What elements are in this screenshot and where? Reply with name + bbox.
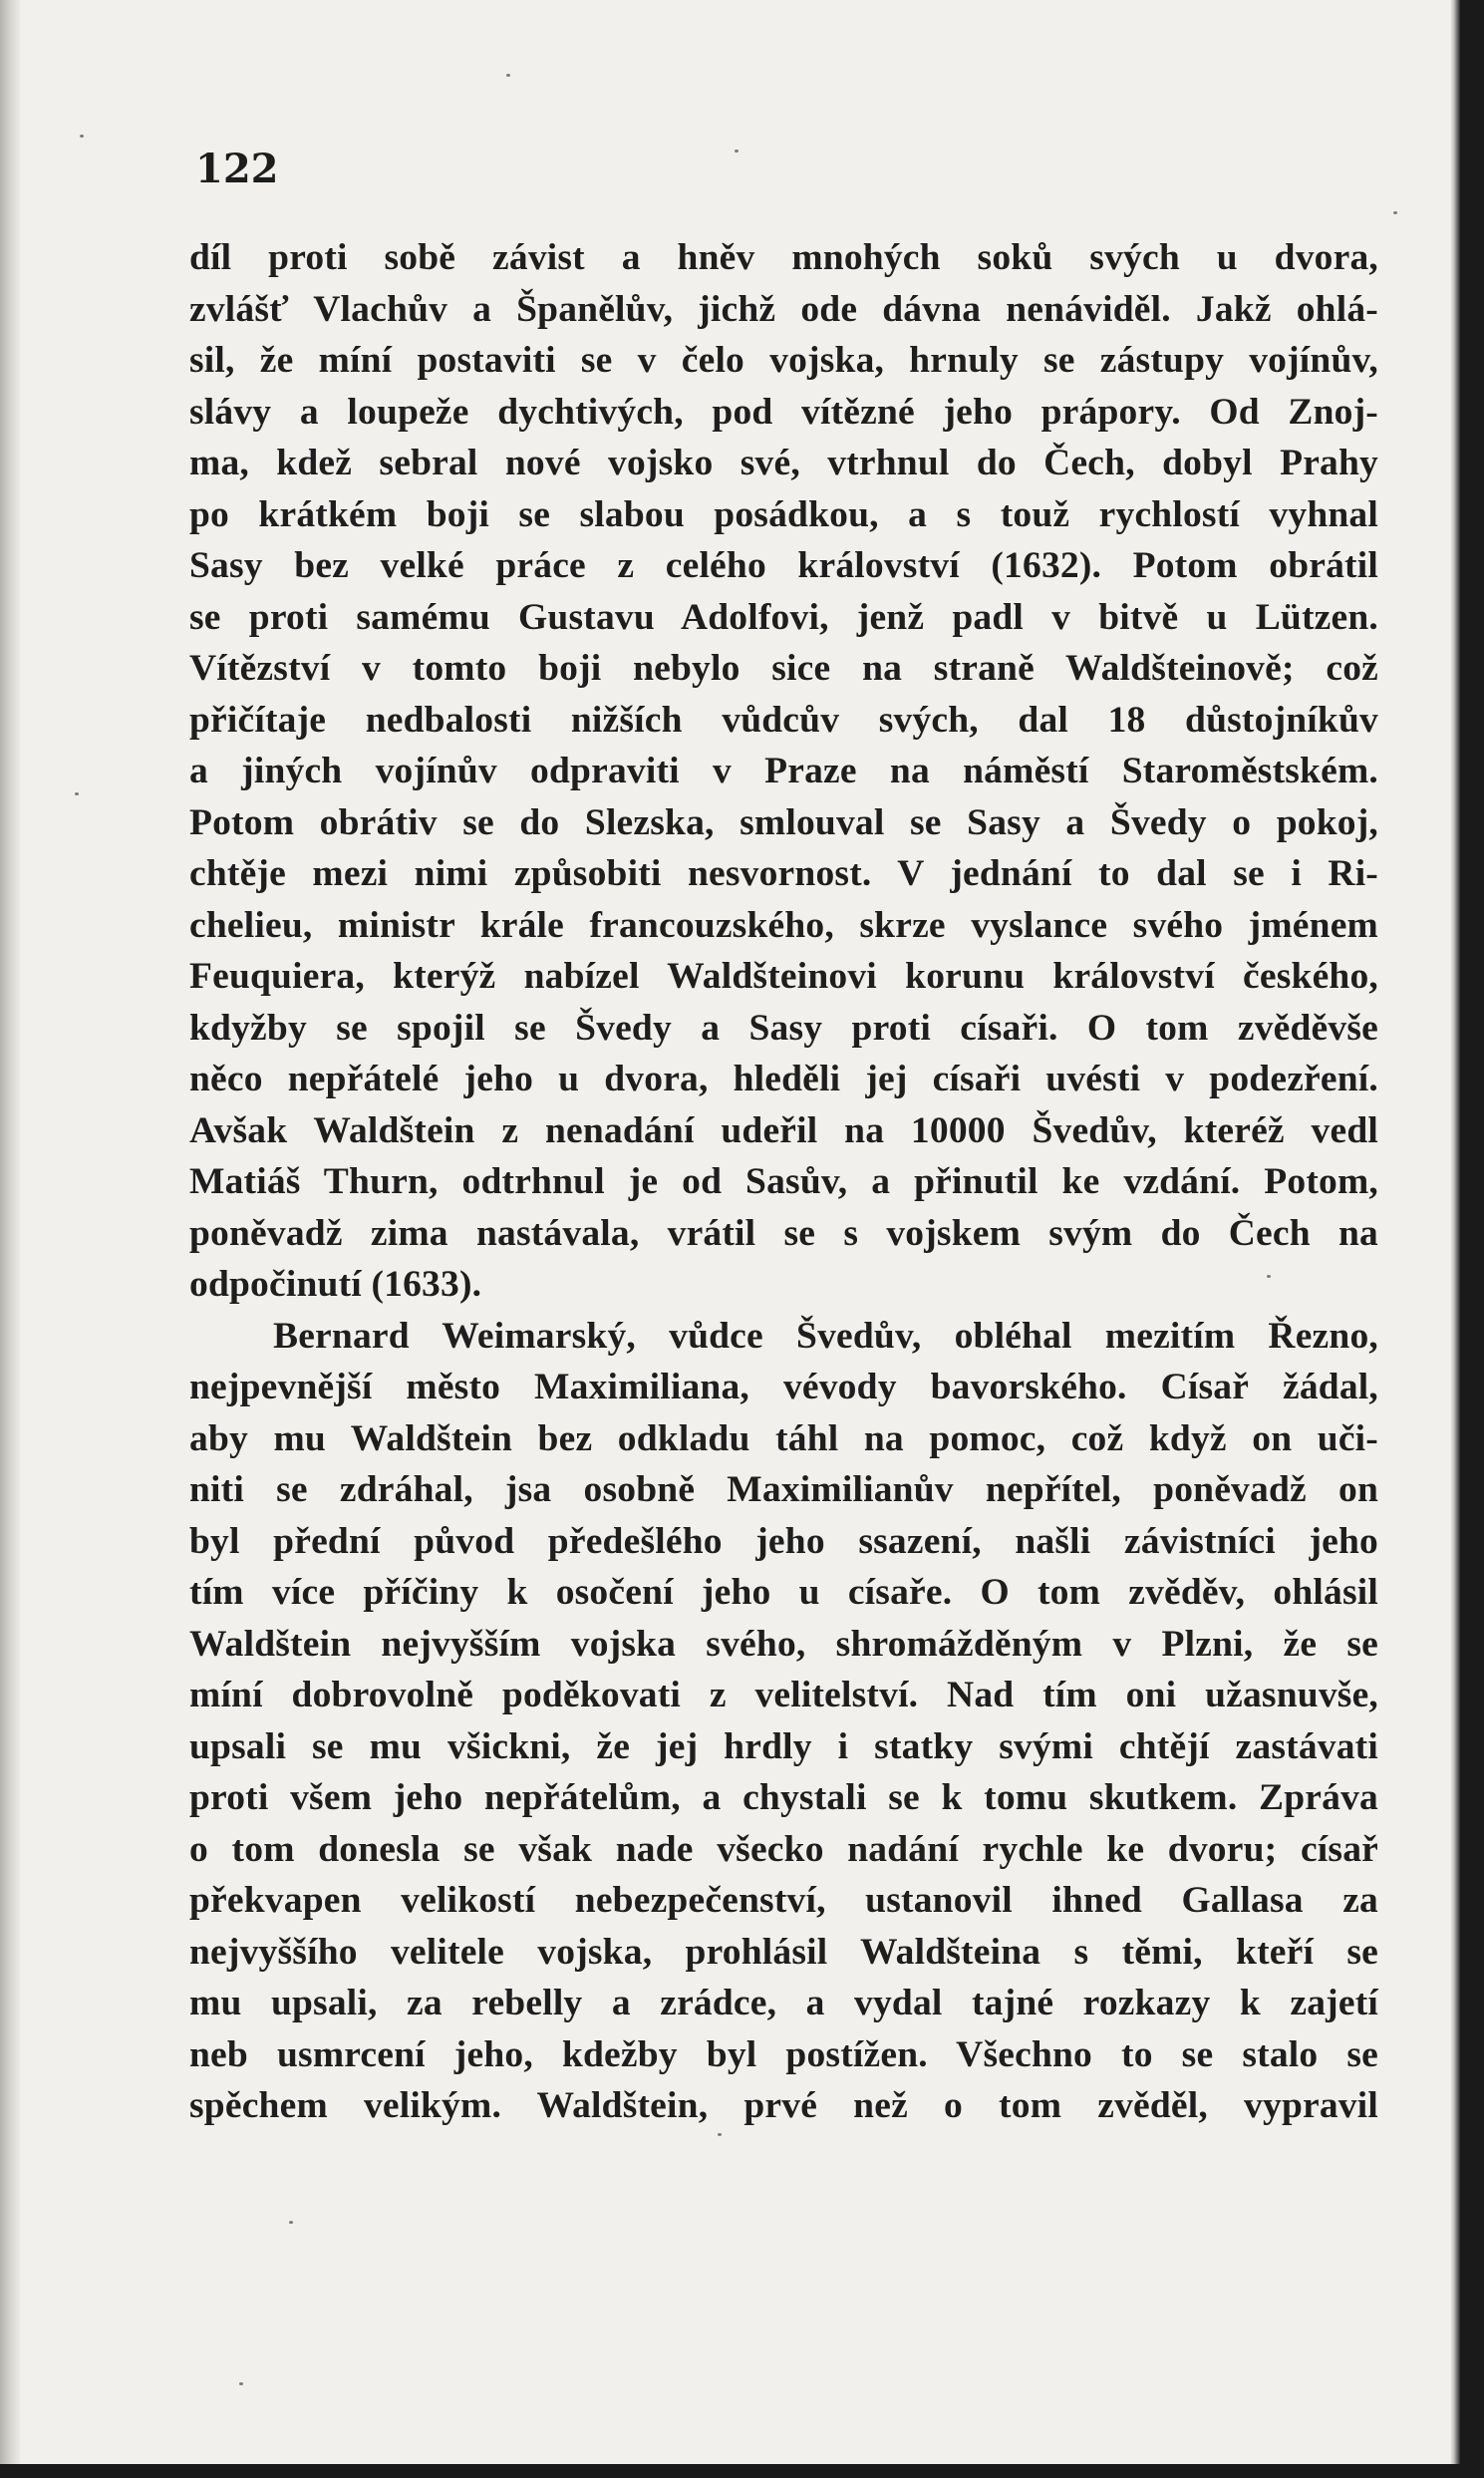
text-line: zvlášť Vlachův a Španělův, jichž ode dávna nenáviděl. Jakž ohlá- [189, 288, 1378, 330]
text-line: neb usmrcení jeho, kdežby byl postížen. Všechno to se stalo se [189, 2033, 1378, 2075]
text-line: o tom donesla se však nade všecko nadání rychle ke dvoru; císař [189, 1828, 1378, 1870]
text-line: chtěje mezi nimi způsobiti nesvornost. V jednání to dal se i Ri- [189, 853, 1378, 894]
text-line: Sasy bez velké práce z celého království (1632). Potom obrátil [189, 545, 1378, 586]
paper-speck [239, 2382, 243, 2385]
page-number: 122 [195, 146, 279, 192]
text-line: a jiných vojínův odpraviti v Praze na náměstí Staroměstském. [189, 751, 1378, 791]
paper-speck [1267, 1275, 1271, 1278]
paper-speck [506, 74, 510, 77]
text-line: díl proti sobě závist a hněv mnohých soků svých u dvora, [189, 237, 1378, 278]
text-line: překvapen velikostí nebezpečenství, ustanovil ihned Gallasa za [189, 1880, 1378, 1921]
text-line: Potom obrátiv se do Slezska, smlouval se Sasy a Švedy o pokoj, [189, 801, 1378, 843]
paper-speck [718, 2133, 722, 2136]
text-line: Waldštein nejvyšším vojska svého, shromážděným v Plzni, že se [189, 1623, 1378, 1665]
text-line: upsali se mu všickni, že jej hrdly i statky svými chtějí zastávati [189, 1725, 1378, 1767]
paper-speck [1393, 211, 1397, 214]
paper-speck [75, 792, 79, 795]
paper-speck [735, 150, 739, 153]
page-edge-shadow [1450, 0, 1460, 2464]
text-line: Vítězství v tomto boji nebylo sice na straně Waldšteinově; což [189, 648, 1378, 689]
text-line: Avšak Waldštein z nenadání udeřil na 10000 Švedův, kteréž vedl [189, 1109, 1378, 1151]
text-line: se proti samému Gustavu Adolfovi, jenž padl v bitvě u Lützen. [189, 596, 1378, 638]
paragraph-end-line: odpočinutí (1633). [189, 1264, 482, 1305]
text-line: kdyžby se spojil se Švedy a Sasy proti císaři. O tom zvěděvše [189, 1007, 1378, 1049]
text-line: mu upsali, za rebelly a zrádce, a vydal tajné rozkazy k zajetí [189, 1983, 1378, 2023]
text-line: nejvyššího velitele vojska, prohlásil Waldšteina s těmi, kteří se [189, 1931, 1378, 1973]
text-line: slávy a loupeže dychtivých, pod vítězné jeho prápory. Od Znoj- [189, 391, 1378, 433]
paper-speck [289, 2221, 293, 2224]
text-line: aby mu Waldštein bez odkladu táhl na pomoc, což když on uči- [189, 1417, 1378, 1459]
text-line: nejpevnější město Maximiliana, vévody bavorského. Císař žádal, [189, 1367, 1378, 1407]
paragraph-first-line: Bernard Weimarský, vůdce Švedův, obléhal mezitím Řezno, [273, 1315, 1378, 1357]
text-line: poněvadž zima nastávala, vrátil se s vojskem svým do Čech na [189, 1212, 1378, 1254]
body-text [189, 232, 1378, 2132]
text-line: Feuquiera, kterýž nabízel Waldšteinovi korunu království českého, [189, 956, 1378, 997]
text-line: Matiáš Thurn, odtrhnul je od Sasův, a přinutil ke vzdání. Potom, [189, 1161, 1378, 1202]
text-line: byl přední původ předešlého jeho ssazení, našli závistníci jeho [189, 1520, 1378, 1562]
text-line: sil, že míní postaviti se v čelo vojska, hrnuly se zástupy vojínův, [189, 340, 1378, 381]
paper-speck [80, 135, 84, 138]
text-line: přičítaje nedbalosti nižších vůdcův svých, dal 18 důstojníkův [189, 699, 1378, 741]
page-binding-shadow [0, 0, 20, 2464]
text-line: tím více příčiny k osočení jeho u císaře. O tom zvěděv, ohlásil [189, 1572, 1378, 1613]
text-line: proti všem jeho nepřátelům, a chystali se k tomu skutkem. Zpráva [189, 1777, 1378, 1818]
text-line: niti se zdráhal, jsa osobně Maximilianův nepřítel, poněvadž on [189, 1469, 1378, 1510]
text-line: spěchem velikým. Waldštein, prvé než o tom zvěděl, vypravil [189, 2085, 1378, 2126]
text-line: ma, kdež sebral nové vojsko své, vtrhnul do Čech, dobyl Prahy [189, 443, 1378, 483]
text-line: míní dobrovolně poděkovati z velitelství. Nad tím oni užasnuvše, [189, 1675, 1378, 1715]
text-line: po krátkém boji se slabou posádkou, a s touž rychlostí vyhnal [189, 493, 1378, 535]
text-line: něco nepřátelé jeho u dvora, hleděli jej císaři uvésti v podezření. [189, 1059, 1378, 1099]
text-line: chelieu, ministr krále francouzského, skrze vyslance svého jménem [189, 904, 1378, 946]
